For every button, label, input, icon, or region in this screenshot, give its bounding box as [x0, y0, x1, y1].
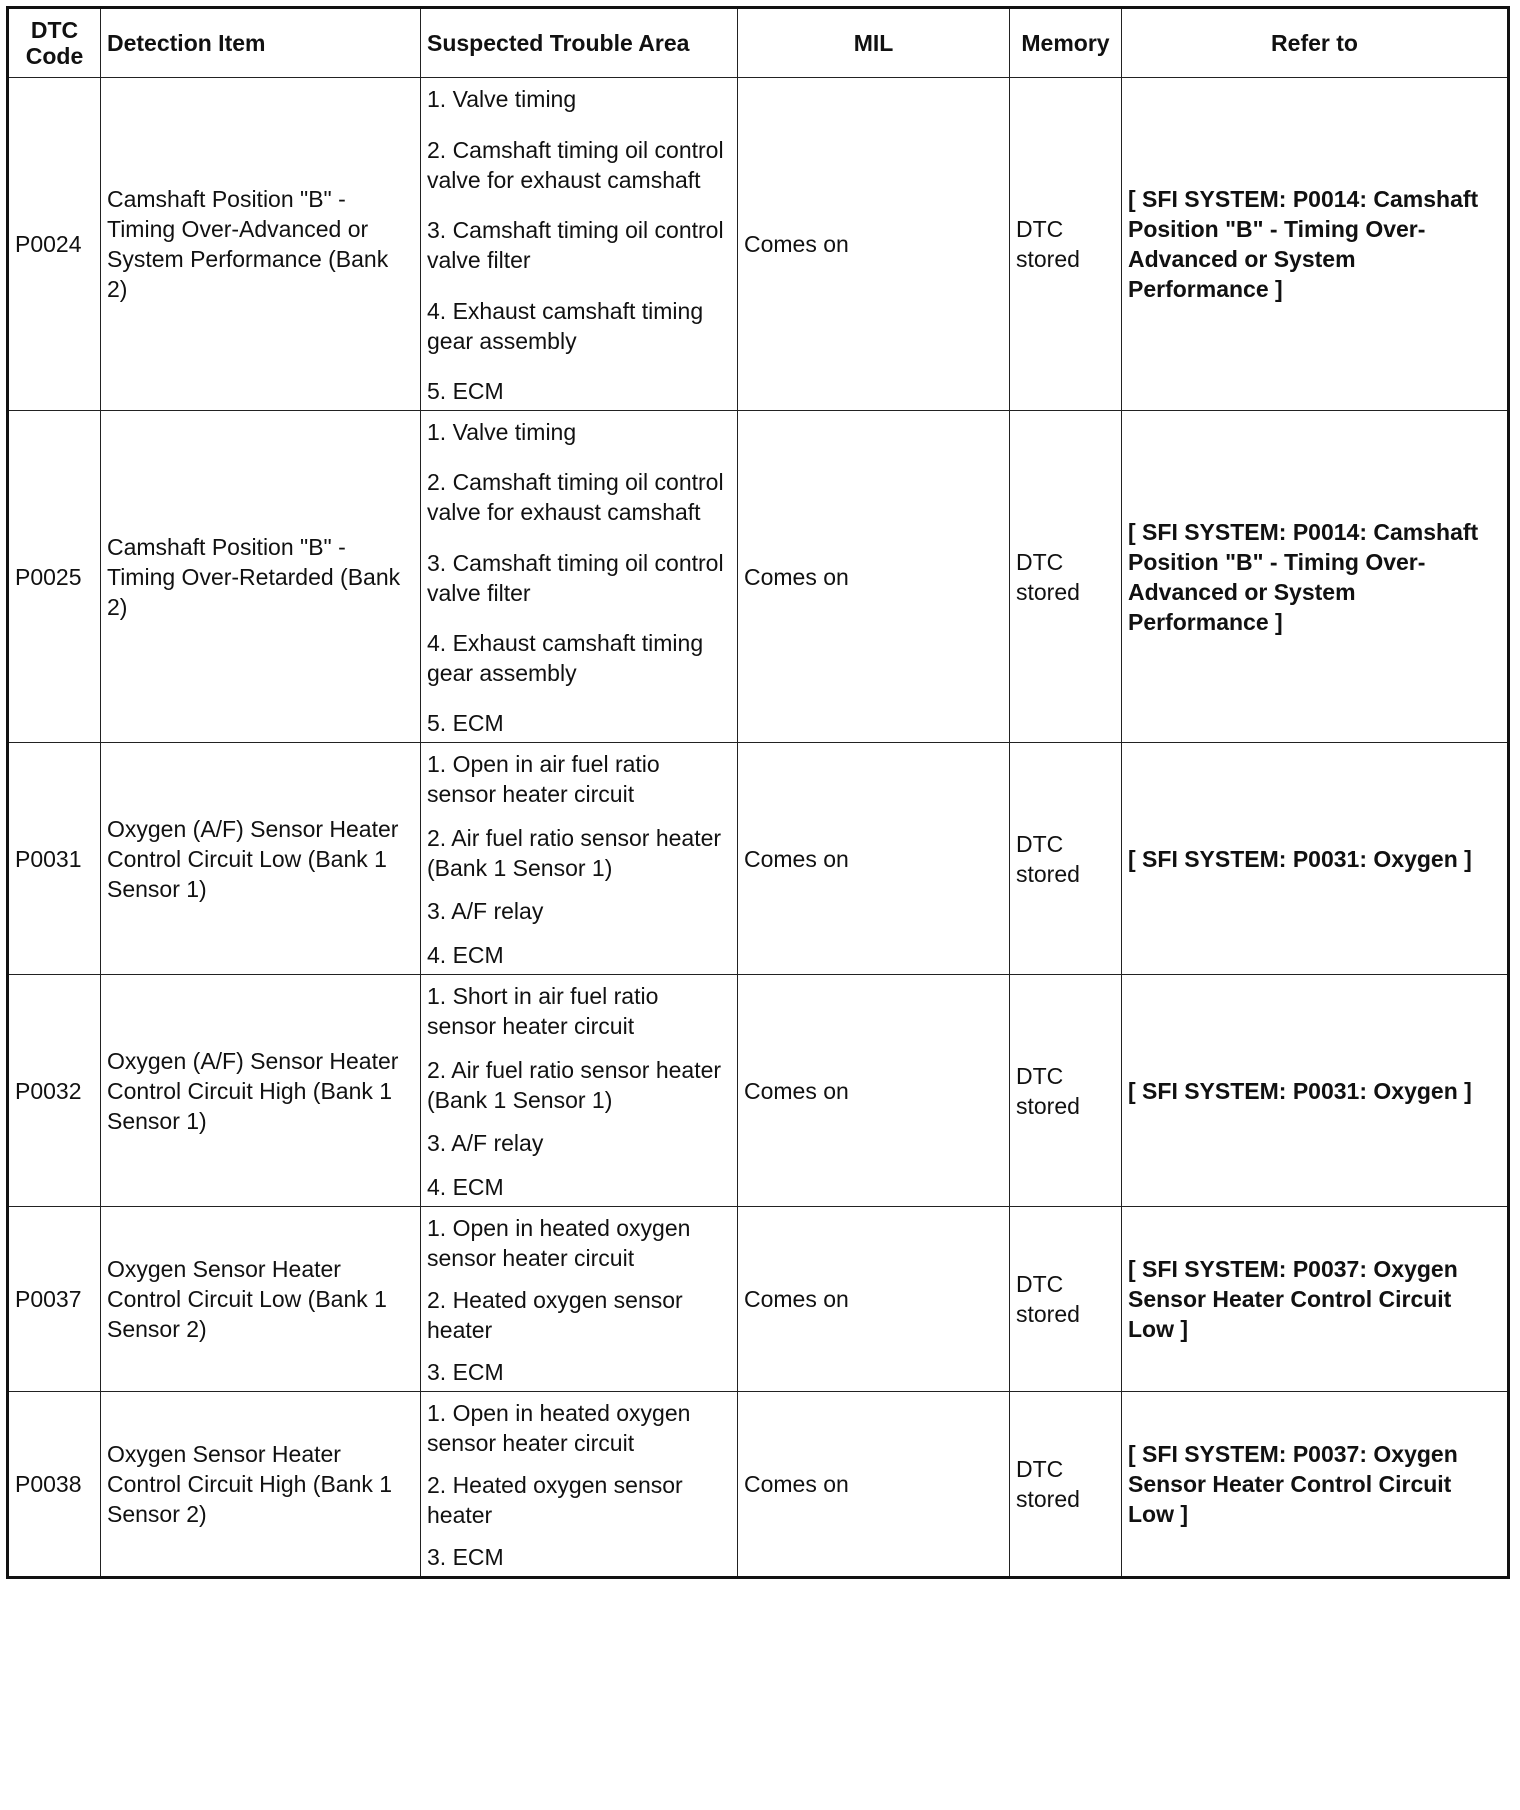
header-row: [8, 8, 1509, 78]
dtc-code-cell: P0032: [8, 975, 101, 1207]
suspected-area-list: [427, 78, 731, 410]
dtc-code-cell: P0031: [8, 743, 101, 975]
detection-item-cell: Camshaft Position "B" - Timing Over-Advanced or System Performance (Bank 2): [101, 78, 421, 411]
header-mil: MIL: [738, 8, 1010, 78]
mil-cell: Comes on: [738, 78, 1010, 411]
suspected-area-item: 1. Short in air fuel ratio sensor heater circuit: [427, 983, 659, 1039]
table-row: [8, 1392, 1509, 1578]
header-memory: Memory: [1010, 8, 1122, 78]
table-row: [8, 1207, 1509, 1392]
suspected-area-item: 4. ECM: [427, 1173, 504, 1200]
detection-item-cell: Oxygen Sensor Heater Control Circuit Low (Bank 1 Sensor 2): [101, 1207, 421, 1392]
refer-to-link: [ SFI SYSTEM: P0014: Camshaft Position "B" - Timing Over-Advanced or System Performance ]: [1122, 411, 1509, 743]
refer-to-link: [ SFI SYSTEM: P0037: Oxygen Sensor Heater Control Circuit Low ]: [1122, 1207, 1509, 1392]
suspected-area-item: 1. Open in air fuel ratio sensor heater circuit: [427, 751, 660, 807]
detection-item-cell: Camshaft Position "B" - Timing Over-Retarded (Bank 2): [101, 411, 421, 743]
suspected-area-item: 2. Camshaft timing oil control valve for exhaust camshaft: [427, 469, 724, 526]
refer-to-link: [ SFI SYSTEM: P0014: Camshaft Position "B" - Timing Over-Advanced or System Performance ]: [1122, 78, 1509, 411]
dtc-code-cell: P0025: [8, 411, 101, 743]
suspected-area-item: 1. Open in heated oxygen sensor heater circuit: [427, 1400, 691, 1456]
suspected-area-list: [427, 1392, 731, 1576]
mil-cell: Comes on: [738, 1207, 1010, 1392]
memory-cell: DTC stored: [1010, 1207, 1122, 1392]
suspected-area-item: 2. Heated oxygen sensor heater: [427, 1472, 683, 1528]
suspected-area-cell: [421, 743, 738, 975]
dtc-code-cell: P0038: [8, 1392, 101, 1578]
suspected-area-list: [427, 411, 731, 742]
suspected-area-item: 2. Air fuel ratio sensor heater (Bank 1 Sensor 1): [427, 824, 722, 881]
suspected-area-item: 2. Air fuel ratio sensor heater (Bank 1 Sensor 1): [427, 1056, 722, 1113]
refer-to-link: [ SFI SYSTEM: P0037: Oxygen Sensor Heater Control Circuit Low ]: [1122, 1392, 1509, 1578]
suspected-area-list: [427, 1207, 731, 1391]
detection-item-cell: Oxygen Sensor Heater Control Circuit High (Bank 1 Sensor 2): [101, 1392, 421, 1578]
header-suspected-area: Suspected Trouble Area: [421, 8, 738, 78]
header-refer-to: Refer to: [1122, 8, 1509, 78]
suspected-area-item: 3. A/F relay: [427, 898, 544, 925]
suspected-area-list: [427, 743, 731, 974]
suspected-area-item: 3. Camshaft timing oil control valve filter: [427, 549, 724, 606]
suspected-area-cell: [421, 1207, 738, 1392]
header-dtc-code-line2: Code: [25, 43, 84, 69]
suspected-area-item: 1. Valve timing: [427, 86, 577, 112]
dtc-table: [6, 6, 1510, 1579]
table-row: [8, 78, 1509, 411]
table-row: [8, 975, 1509, 1207]
table-body: [8, 78, 1509, 1578]
mil-cell: Comes on: [738, 975, 1010, 1207]
memory-cell: DTC stored: [1010, 743, 1122, 975]
suspected-area-item: 3. Camshaft timing oil control valve filter: [427, 217, 724, 273]
suspected-area-list: [427, 975, 731, 1206]
suspected-area-cell: [421, 78, 738, 411]
suspected-area-item: 5. ECM: [427, 378, 504, 404]
header-dtc-code-line1: DTC: [30, 17, 79, 43]
suspected-area-cell: [421, 975, 738, 1207]
header-detection-item: Detection Item: [101, 8, 421, 78]
dtc-code-cell: P0024: [8, 78, 101, 411]
mil-cell: Comes on: [738, 411, 1010, 743]
refer-to-link: [ SFI SYSTEM: P0031: Oxygen ]: [1122, 975, 1509, 1207]
memory-cell: DTC stored: [1010, 1392, 1122, 1578]
suspected-area-item: 4. Exhaust camshaft timing gear assembly: [427, 297, 704, 354]
suspected-area-cell: [421, 1392, 738, 1578]
table-row: [8, 411, 1509, 743]
suspected-area-item: 3. A/F relay: [427, 1130, 544, 1157]
suspected-area-item: 2. Camshaft timing oil control valve for exhaust camshaft: [427, 136, 724, 193]
detection-item-cell: Oxygen (A/F) Sensor Heater Control Circuit Low (Bank 1 Sensor 1): [101, 743, 421, 975]
suspected-area-item: 3. ECM: [427, 1544, 504, 1570]
mil-cell: Comes on: [738, 743, 1010, 975]
memory-cell: DTC stored: [1010, 975, 1122, 1207]
dtc-code-cell: P0037: [8, 1207, 101, 1392]
suspected-area-item: 4. Exhaust camshaft timing gear assembly: [427, 629, 704, 686]
suspected-area-item: 4. ECM: [427, 941, 504, 968]
suspected-area-item: 3. ECM: [427, 1359, 504, 1385]
header-dtc-code: [8, 8, 101, 78]
suspected-area-item: 5. ECM: [427, 710, 504, 736]
memory-cell: DTC stored: [1010, 411, 1122, 743]
mil-cell: Comes on: [738, 1392, 1010, 1578]
refer-to-link: [ SFI SYSTEM: P0031: Oxygen ]: [1122, 743, 1509, 975]
table-row: [8, 743, 1509, 975]
detection-item-cell: Oxygen (A/F) Sensor Heater Control Circuit High (Bank 1 Sensor 1): [101, 975, 421, 1207]
suspected-area-cell: [421, 411, 738, 743]
suspected-area-item: 2. Heated oxygen sensor heater: [427, 1287, 683, 1343]
suspected-area-item: 1. Valve timing: [427, 419, 577, 445]
suspected-area-item: 1. Open in heated oxygen sensor heater circuit: [427, 1215, 691, 1271]
memory-cell: DTC stored: [1010, 78, 1122, 411]
